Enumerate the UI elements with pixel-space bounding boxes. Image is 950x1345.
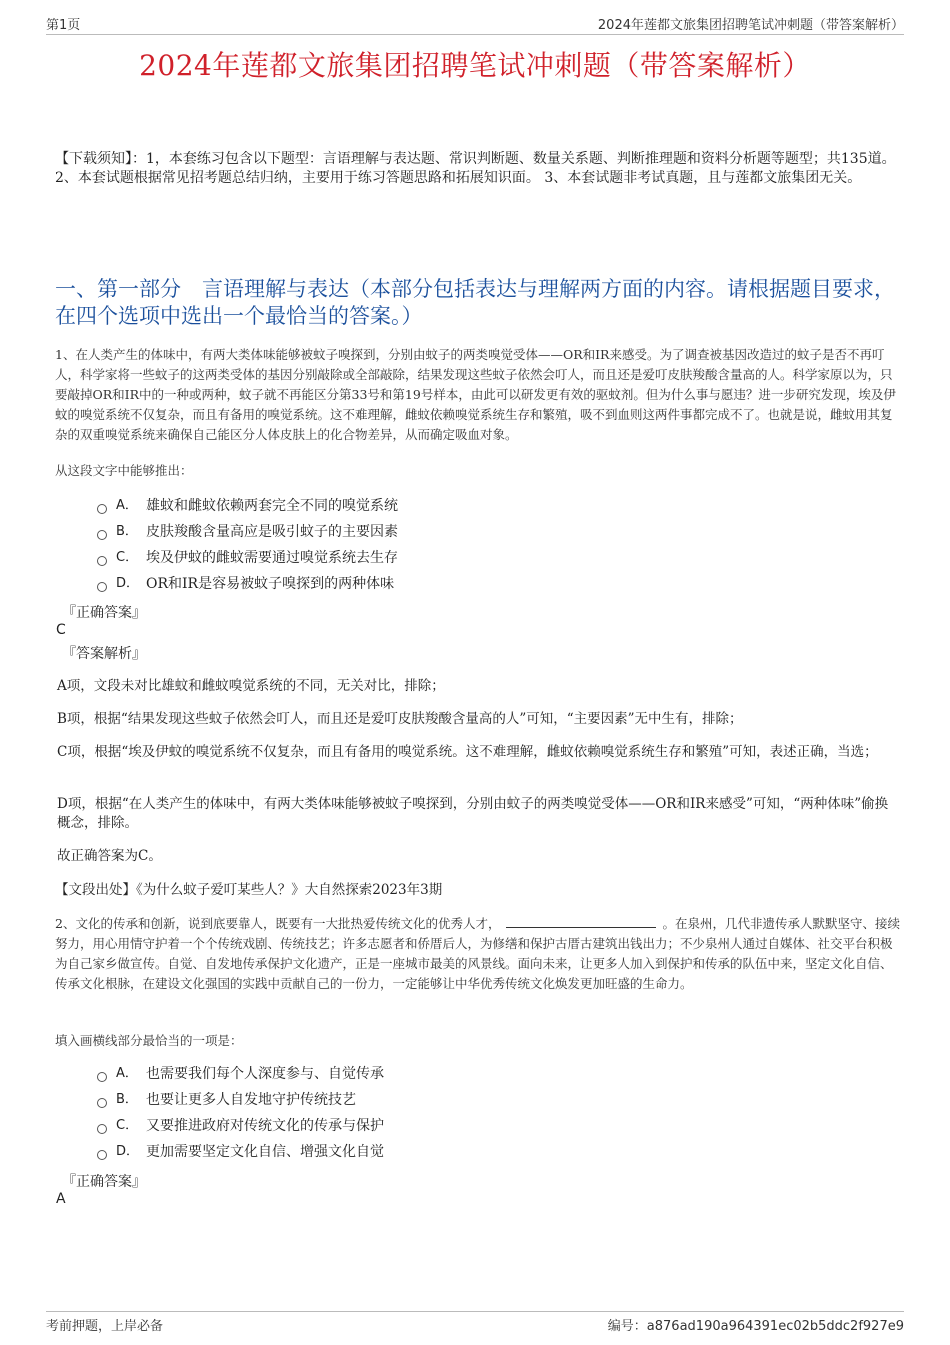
q2-answer: A [56, 1191, 66, 1207]
question-2-prompt: 填入画横线部分最恰当的一项是： [55, 1033, 243, 1048]
q1-analysis-d: D项，根据“在人类产生的体味中，有两大类体味能够被蚊子嗅探到，分别由蚊子的两类嗅觉受体——OR和IR来感受”可知，“两种体味”偷换概念，排除。 [57, 796, 889, 831]
radio-icon[interactable] [97, 582, 107, 592]
radio-icon[interactable] [97, 504, 107, 514]
radio-icon[interactable] [97, 1072, 107, 1082]
question-2-options [97, 1061, 697, 1165]
option-text: 也需要我们每个人深度参与、自觉传承 [146, 1066, 384, 1082]
q1-option-a[interactable]: A． 雄蚊和雌蚊依赖两套完全不同的嗅觉系统 [97, 493, 697, 519]
download-notice: 【下载须知】：1，本套练习包含以下题型：言语理解与表达题、常识判断题、数量关系题、判断推理题和资料分析题等题型；共135道。 2、本套试题根据常见招考题总结归纳，主要用于练习答题思路和拓展知识面。 3、本套试题非考试真题，且与莲都文旅集团无关。 [55, 151, 896, 186]
question-2-text: 2、文化的传承和创新，说到底要靠人，既要有一大批热爱传统文化的优秀人才， 。在泉州，几代非遗传承人默默坚守、接续努力，用心用情守护着一个个传统戏剧、传统技艺；许多志愿者和侨厝后人，为修缮和保护古厝古建筑出钱出力；不少泉州人通过自媒体、社交平台积极为自己家乡做宣传。自觉、自发地传承保护文化遗产，正是一座城市最美的风景线。面向未来，让更多人加入到保护和传承的队伍中来，坚定文化自信、传承文化根脉，在建设文化强国的实践中贡献自己的一份力，一定能够让中华优秀传统文化焕发更加旺盛的生命力。 [55, 916, 900, 991]
q1-analysis-b: B项，根据“结果发现这些蚊子依然会叮人，而且还是爱叮皮肤羧酸含量高的人”可知，“主要因素”无中生有，排除； [57, 711, 743, 727]
section-title: 一、第一部分 言语理解与表达（本部分包括表达与理解两方面的内容。请根据题目要求，在四个选项中选出一个最恰当的答案。） [55, 277, 895, 328]
radio-icon[interactable] [97, 1098, 107, 1108]
q2-option-c[interactable]: C． 又要推进政府对传统文化的传承与保护 [97, 1113, 697, 1139]
header-doc-title: 2024年莲都文旅集团招聘笔试冲刺题（带答案解析） [597, 18, 904, 33]
page-header [46, 14, 904, 35]
radio-icon[interactable] [97, 1150, 107, 1160]
radio-icon[interactable] [97, 530, 107, 540]
q1-analysis-c: C项，根据“埃及伊蚊的嗅觉系统不仅复杂，而且有备用的嗅觉系统。这不难理解，雌蚊依赖嗅觉系统生存和繁殖”可知，表述正确，当选； [57, 744, 878, 760]
footer-slogan: 考前押题，上岸必备 [46, 1319, 164, 1334]
q1-answer: C [56, 622, 66, 638]
q1-option-b[interactable]: B． 皮肤羧酸含量高应是吸引蚊子的主要因素 [97, 519, 697, 545]
option-text: 也要让更多人自发地守护传统技艺 [146, 1092, 356, 1108]
option-text: 皮肤羧酸含量高应是吸引蚊子的主要因素 [146, 524, 398, 540]
option-text: 埃及伊蚊的雌蚊需要通过嗅觉系统去生存 [146, 550, 398, 566]
q1-analysis-a: A项，文段未对比雄蚊和雌蚊嗅觉系统的不同，无关对比，排除； [57, 678, 445, 694]
option-text: 更加需要坚定文化自信、增强文化自觉 [146, 1144, 384, 1160]
fill-blank [506, 915, 656, 928]
q1-answer-label: 『正确答案』 [62, 605, 146, 621]
radio-icon[interactable] [97, 1124, 107, 1134]
option-text: 雄蚊和雌蚊依赖两套完全不同的嗅觉系统 [146, 498, 398, 514]
q2-option-b[interactable]: B． 也要让更多人自发地守护传统技艺 [97, 1087, 697, 1113]
q1-analysis-label: 『答案解析』 [62, 646, 146, 662]
footer-doc-id: 编号：a876ad190a964391ec02b5ddc2f927e9 [607, 1319, 904, 1334]
question-1-options [97, 493, 697, 597]
radio-icon[interactable] [97, 556, 107, 566]
question-1-prompt: 从这段文字中能够推出： [55, 463, 193, 478]
document-title: 2024年莲都文旅集团招聘笔试冲刺题（带答案解析） [139, 49, 811, 82]
page-footer [46, 1311, 904, 1336]
q2-option-d[interactable]: D． 更加需要坚定文化自信、增强文化自觉 [97, 1139, 697, 1165]
question-1-text: 1、在人类产生的体味中，有两大类体味能够被蚊子嗅探到，分别由蚊子的两类嗅觉受体——OR和IR来感受。为了调查被基因改造过的蚊子是否不再叮人，科学家将一些蚊子的这两类受体的基因分别敲除或全部敲除，结果发现这些蚊子依然会叮人，而且还是爱叮皮肤羧酸含量高的人。科学家原以为，只要敲掉OR和IR中的一种或两种，蚊子就不再能区分第33号和第19号样本，由此可以研发更有效的驱蚊剂。但为什么事与愿违？进一步研究发现，埃及伊蚊的嗅觉系统不仅复杂，而且有备用的嗅觉系统。这不难理解，雌蚊依赖嗅觉系统生存和繁殖，吸不到血则这两件事都完成不了。也就是说，雌蚊用其复杂的双重嗅觉系统来确保自己能区分人体皮肤上的化合物差异，从而确定吸血对象。 [55, 347, 896, 442]
q1-source: 【文段出处】《为什么蚊子爱叮某些人？》大自然探索2023年3期 [55, 882, 443, 898]
q1-option-c[interactable]: C． 埃及伊蚊的雌蚊需要通过嗅觉系统去生存 [97, 545, 697, 571]
q1-option-d[interactable]: D． OR和IR是容易被蚊子嗅探到的两种体味 [97, 571, 697, 597]
q2-answer-label: 『正确答案』 [62, 1174, 146, 1190]
page-number: 第1页 [46, 18, 81, 33]
q1-analysis-conclusion: 故正确答案为C。 [57, 848, 162, 864]
option-text: OR和IR是容易被蚊子嗅探到的两种体味 [146, 576, 395, 592]
option-text: 又要推进政府对传统文化的传承与保护 [146, 1118, 384, 1134]
q2-option-a[interactable]: A． 也需要我们每个人深度参与、自觉传承 [97, 1061, 697, 1087]
